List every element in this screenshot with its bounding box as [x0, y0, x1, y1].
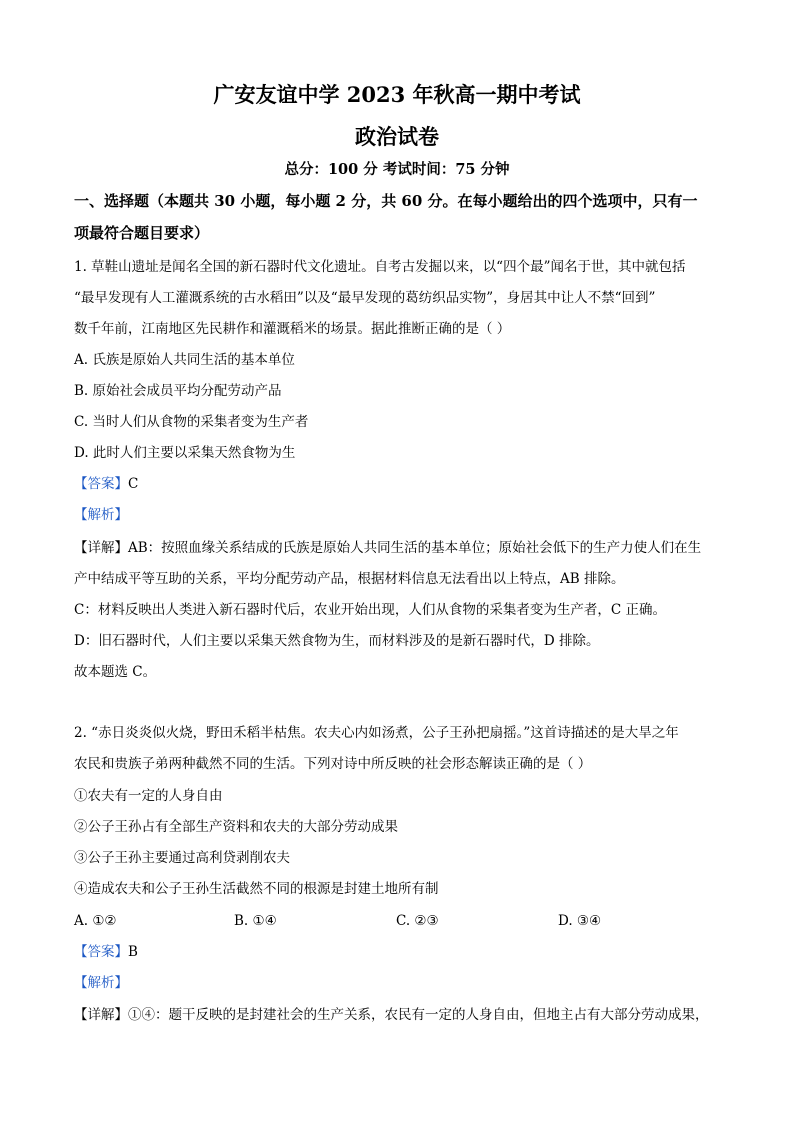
- answer-tag: 【答案】: [74, 476, 128, 492]
- q2-stem-line2: 农民和贵族子弟两种截然不同的生活。下列对诗中所反映的社会形态解读正确的是（ ）: [74, 756, 592, 772]
- q1-analysis: [74, 505, 128, 525]
- analysis-tag: 【解析】: [74, 507, 128, 523]
- q2-choice-d: D. ③④: [558, 913, 602, 929]
- q1-stem-line1: 1. 草鞋山遗址是闻名全国的新石器时代文化遗址。自考古发掘以来，以“四个最”闻名于世，其中就包括: [74, 259, 686, 275]
- q1-answer-value: C: [128, 476, 139, 492]
- q2-detail-line1: [74, 1005, 709, 1025]
- q1-option-a: A. 氏族是原始人共同生活的基本单位: [74, 352, 295, 368]
- q2-stem-line1: 2. “赤日炎炎似火烧，野田禾稻半枯焦。农夫心内如汤煮，公子王孙把扇摇。”这首诗描述的是大旱之年: [74, 725, 679, 741]
- exam-title: 广安友谊中学 2023 年秋高一期中考试: [213, 82, 581, 107]
- q1-detail-line1: [74, 538, 701, 558]
- q2-detail-text1: ①④：题干反映的是封建社会的生产关系，农民有一定的人身自由，但地主占有大部分劳动成果，: [128, 1007, 709, 1023]
- q2-answer: [74, 942, 138, 962]
- detail-tag: 【详解】: [74, 1007, 128, 1023]
- q1-option-b: B. 原始社会成员平均分配劳动产品: [74, 383, 282, 399]
- q1-detail-line4: D：旧石器时代，人们主要以采集天然食物为生，而材料涉及的是新石器时代，D 排除。: [74, 633, 600, 649]
- section-heading-line2: 项最符合题目要求）: [74, 224, 210, 242]
- q1-option-d: D. 此时人们主要以采集天然食物为生: [74, 445, 296, 461]
- section-heading-line1: 一、选择题（本题共 30 小题，每小题 2 分，共 60 分。在每小题给出的四个选项中，只有一: [74, 192, 698, 210]
- q2-answer-value: B: [128, 944, 138, 960]
- q2-choice-c: C. ②③: [396, 913, 439, 929]
- detail-tag: 【详解】: [74, 540, 128, 556]
- q1-detail-line3: C：材料反映出人类进入新石器时代后，农业开始出现，人们从食物的采集者变为生产者，C 正确。: [74, 602, 666, 618]
- score-info: 总分：100 分 考试时间：75 分钟: [284, 161, 510, 178]
- q2-item-1: ①农夫有一定的人身自由: [74, 788, 223, 804]
- exam-subtitle: 政治试卷: [355, 124, 439, 149]
- q2-item-4: ④造成农夫和公子王孙生活截然不同的根源是封建土地所有制: [74, 881, 439, 897]
- q2-choices: [0, 911, 794, 931]
- q1-detail-text1: AB：按照血缘关系结成的氏族是原始人共同生活的基本单位；原始社会低下的生产力使人们在生: [128, 540, 702, 556]
- analysis-tag: 【解析】: [74, 975, 128, 991]
- q1-answer: [74, 474, 138, 494]
- q2-analysis: [74, 973, 128, 993]
- q1-option-c: C. 当时人们从食物的采集者变为生产者: [74, 414, 309, 430]
- q1-stem-line3: 数千年前，江南地区先民耕作和灌溉稻米的场景。据此推断正确的是（ ）: [74, 321, 511, 337]
- answer-tag: 【答案】: [74, 944, 128, 960]
- q2-choice-b: B. ①④: [234, 913, 277, 929]
- q2-item-2: ②公子王孙占有全部生产资料和农夫的大部分劳动成果: [74, 819, 398, 835]
- q2-item-3: ③公子王孙主要通过高利贷剥削农夫: [74, 850, 290, 866]
- q1-detail-line2: 产中结成平等互助的关系，平均分配劳动产品，根据材料信息无法看出以上特点，AB 排除。: [74, 571, 625, 587]
- q2-choice-a: A. ①②: [74, 913, 117, 929]
- q1-conclusion: 故本题选 C。: [74, 664, 157, 680]
- q1-stem-line2: “最早发现有人工灌溉系统的古水稻田”以及“最早发现的葛纺织品实物”，身居其中让人不禁“回到”: [74, 290, 656, 306]
